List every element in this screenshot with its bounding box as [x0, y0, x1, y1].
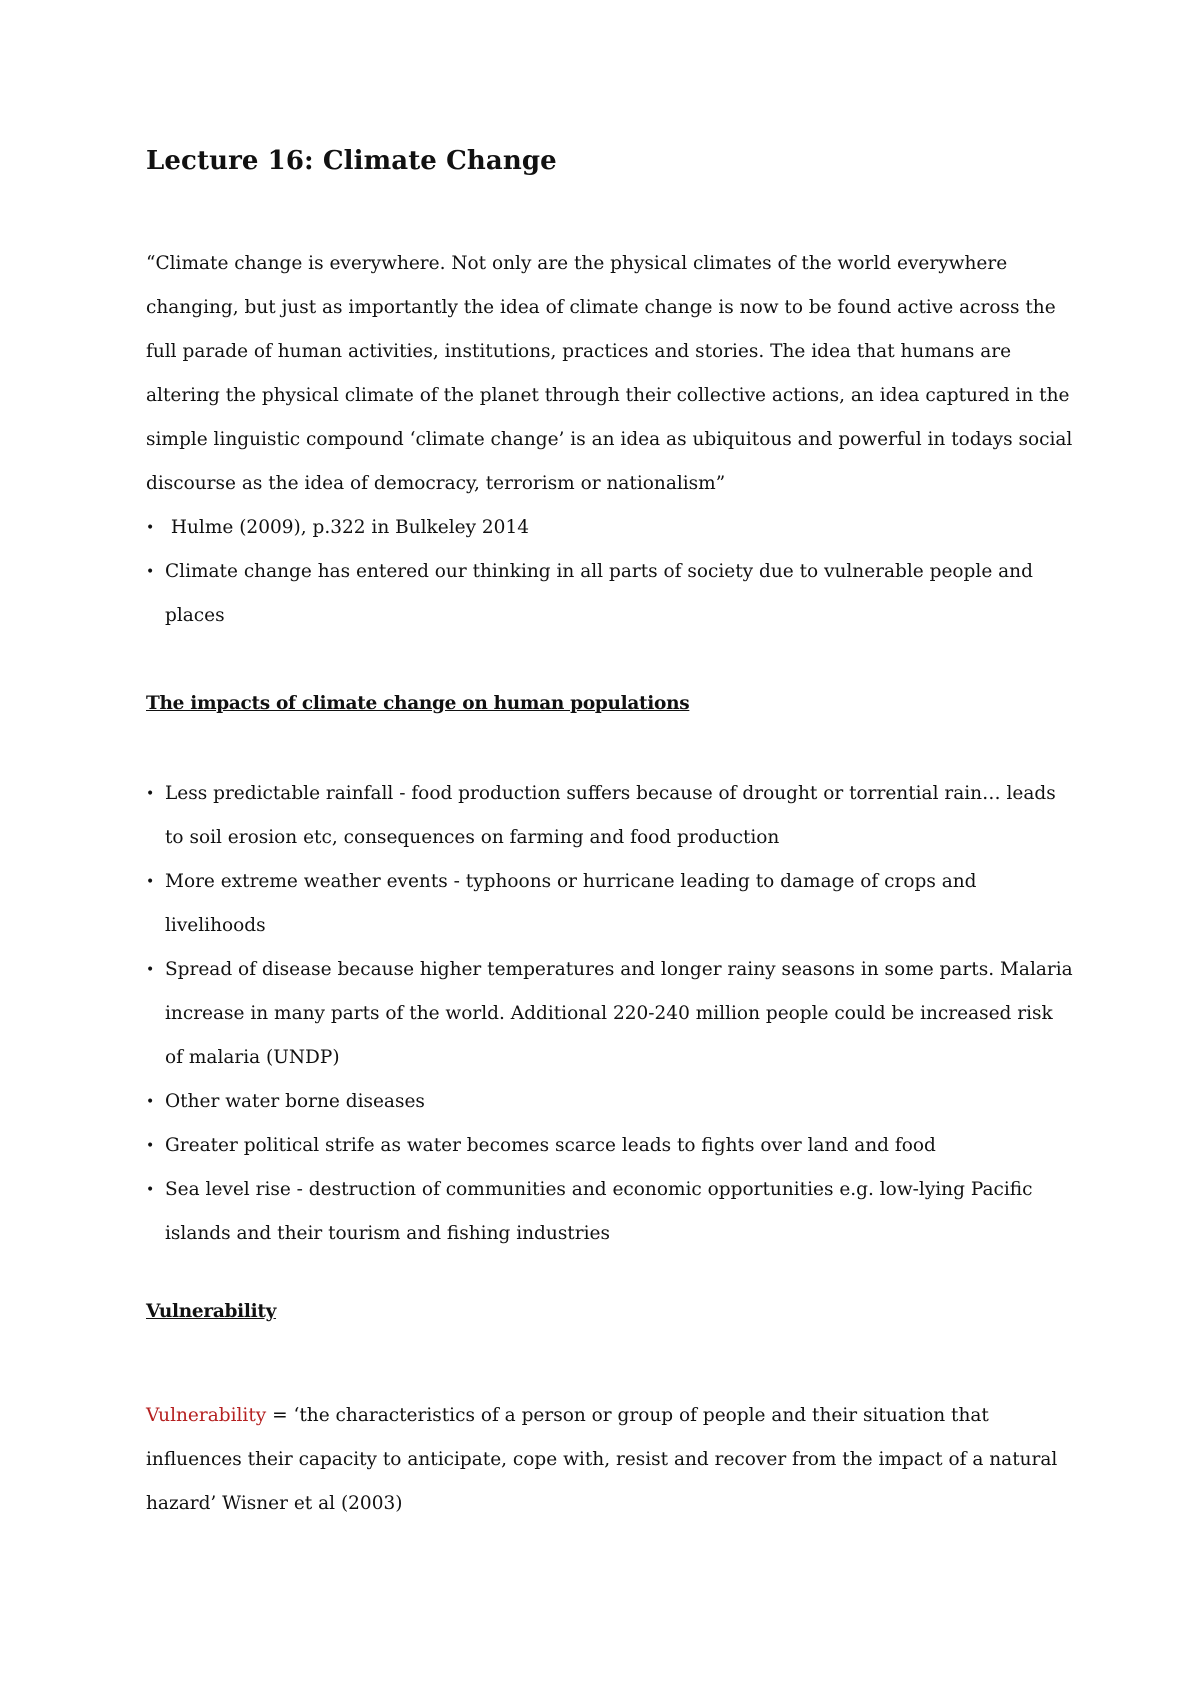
list-item-text: Hulme (2009), p.322 in Bulkeley 2014: [165, 517, 529, 538]
quote-line: full parade of human activities, institutions, practices and stories. The idea that humans are: [146, 341, 1012, 362]
bullet-icon: •: [146, 786, 155, 802]
bullet-icon: •: [146, 874, 155, 890]
list-item-text: Climate change has entered our thinking in all parts of society due to vulnerable people and: [165, 561, 1033, 582]
list-item-text: Sea level rise - destruction of communities and economic opportunities e.g. low-lying Pacific: [165, 1179, 1033, 1200]
quote-line: “Climate change is everywhere. Not only are the physical climates of the world everywhere: [146, 253, 1008, 274]
list-item-text: Other water borne diseases: [165, 1091, 425, 1112]
list-item-text: Less predictable rainfall - food production suffers because of drought or torrential rain… leads: [165, 783, 1056, 804]
bullet-icon: •: [146, 1094, 155, 1110]
vulnerability-definition: [146, 1394, 1066, 1526]
list-item: [146, 948, 1073, 1080]
bullet-icon: •: [146, 1182, 155, 1198]
quote-line: altering the physical climate of the planet through their collective actions, an idea captured in the: [146, 385, 1070, 406]
list-item-text: of malaria (UNDP): [165, 1047, 340, 1068]
section-heading-impacts: The impacts of climate change on human populations: [146, 693, 690, 714]
quote-line: discourse as the idea of democracy, terrorism or nationalism”: [146, 473, 726, 494]
opening-quote: [146, 242, 1073, 506]
list-item-text: Greater political strife as water becomes scarce leads to fights over land and food: [165, 1135, 936, 1156]
list-item: [146, 550, 1066, 638]
page-title: Lecture 16: Climate Change: [146, 146, 557, 176]
impacts-bullet-list: [146, 772, 1073, 1256]
list-item-text: islands and their tourism and fishing industries: [165, 1223, 610, 1244]
bullet-icon: •: [146, 520, 155, 536]
list-item-text: increase in many parts of the world. Additional 220-240 million people could be increased risk: [165, 1003, 1053, 1024]
list-item-text: Spread of disease because higher temperatures and longer rainy seasons in some parts. Malaria: [165, 959, 1073, 980]
list-item: [146, 1168, 1066, 1256]
list-item: [146, 860, 1066, 948]
list-item-text: places: [165, 605, 225, 626]
intro-bullet-list: [146, 506, 1066, 638]
definition-line: hazard’ Wisner et al (2003): [146, 1493, 403, 1514]
bullet-icon: •: [146, 564, 155, 580]
bullet-icon: •: [146, 962, 155, 978]
list-item-text: More extreme weather events - typhoons or hurricane leading to damage of crops and: [165, 871, 977, 892]
definition-line: [146, 1394, 1066, 1438]
bullet-icon: •: [146, 1138, 155, 1154]
list-item-text: livelihoods: [165, 915, 266, 936]
definition-text: = ‘the characteristics of a person or group of people and their situation that: [266, 1405, 989, 1426]
list-item: [146, 1080, 1066, 1124]
definition-line: influences their capacity to anticipate, cope with, resist and recover from the impact of a natural: [146, 1449, 1058, 1470]
list-item: [146, 506, 1066, 550]
list-item: [146, 1124, 1066, 1168]
defined-term: Vulnerability: [146, 1405, 267, 1426]
section-heading-vulnerability: Vulnerability: [146, 1301, 277, 1322]
quote-line: changing, but just as importantly the idea of climate change is now to be found active across the: [146, 297, 1056, 318]
list-item-text: to soil erosion etc, consequences on farming and food production: [165, 827, 780, 848]
list-item: [146, 772, 1066, 860]
quote-line: simple linguistic compound ‘climate change’ is an idea as ubiquitous and powerful in todays social: [146, 429, 1073, 450]
